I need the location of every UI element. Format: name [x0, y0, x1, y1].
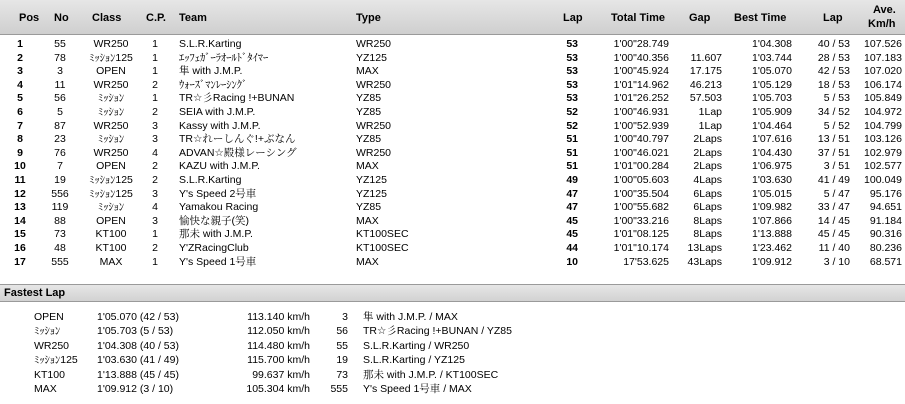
- cell-total: 17'53.625: [623, 255, 669, 268]
- cell-blap: 14 / 45: [817, 214, 850, 227]
- cell-blap: 28 / 53: [817, 51, 850, 64]
- cell-total: 1'01"14.962: [613, 78, 669, 91]
- cell-team: ADVAN☆殿様レーシング: [179, 146, 297, 159]
- cell-team: Yamakou Racing: [179, 201, 259, 214]
- cell-cls: OPEN: [96, 214, 126, 227]
- cell-cls: OPEN: [96, 160, 126, 173]
- cell-cp: 2: [152, 106, 158, 118]
- cell-blap: 45 / 45: [817, 228, 850, 241]
- col-best-time: Best Time: [734, 12, 787, 24]
- table-row: [0, 52, 905, 66]
- fastest-cell-no: 56: [336, 325, 348, 338]
- cell-lap: 45: [566, 214, 578, 227]
- cell-no: 78: [54, 51, 66, 64]
- cell-no: 119: [51, 201, 69, 214]
- cell-no: 5: [57, 106, 63, 118]
- cell-lap: 53: [566, 38, 578, 50]
- cell-cp: 3: [152, 133, 158, 146]
- cell-ave: 104.972: [864, 106, 902, 118]
- fastest-cell-time: 1'04.308 (40 / 53): [97, 339, 179, 352]
- table-row: [0, 65, 905, 79]
- fastest-cell-speed: 115.700 km/h: [247, 354, 310, 367]
- cell-cp: 4: [152, 146, 158, 159]
- cell-gap: 2Laps: [693, 160, 722, 173]
- cell-team: S.L.R.Karting: [179, 38, 242, 50]
- cell-type: WR250: [356, 38, 392, 50]
- cell-no: 76: [54, 146, 66, 159]
- table-row: [0, 38, 905, 52]
- cell-cp: 4: [152, 201, 158, 214]
- col-cp: C.P.: [146, 12, 166, 24]
- cell-lap: 51: [566, 146, 578, 159]
- cell-no: 556: [51, 187, 69, 200]
- cell-best: 1'23.462: [752, 242, 792, 254]
- cell-lap: 53: [566, 92, 578, 105]
- cell-total: 1'00"28.749: [613, 38, 669, 50]
- cell-pos: 3: [17, 65, 23, 78]
- col-lap: Lap: [563, 12, 583, 24]
- cell-ave: 106.174: [864, 78, 902, 91]
- fastest-lap-row: [0, 340, 905, 354]
- cell-blap: 3 / 10: [823, 255, 850, 268]
- cell-gap: 1Lap: [698, 106, 722, 118]
- cell-pos: 16: [14, 242, 26, 254]
- cell-team: 愉快な親子(笑): [179, 214, 249, 227]
- cell-lap: 52: [566, 106, 578, 118]
- cell-blap: 11 / 40: [818, 242, 850, 254]
- cell-team: S.L.R.Karting: [179, 174, 242, 186]
- cell-total: 1'00"52.939: [613, 119, 669, 132]
- cell-pos: 9: [17, 146, 23, 159]
- cell-team: 隼 with J.M.P.: [179, 65, 243, 78]
- cell-ave: 105.849: [864, 92, 902, 105]
- cell-blap: 34 / 52: [817, 106, 850, 118]
- cell-ave: 102.577: [864, 160, 902, 173]
- fastest-cell-time: 1'09.912 (3 / 10): [97, 383, 174, 395]
- results-header: [0, 0, 905, 35]
- cell-cls: WR250: [93, 119, 129, 132]
- cell-lap: 45: [566, 228, 578, 241]
- cell-no: 23: [54, 133, 66, 146]
- cell-lap: 52: [566, 119, 578, 132]
- cell-total: 1'00"55.682: [613, 201, 669, 214]
- fastest-cell-time: 1'05.703 (5 / 53): [97, 325, 174, 338]
- cell-pos: 7: [17, 119, 23, 132]
- cell-gap: 1Lap: [698, 119, 722, 132]
- fastest-cell-cls: ﾐｯｼｮﾝ: [34, 325, 61, 338]
- cell-type: YZ125: [356, 187, 387, 200]
- fastest-cell-speed: 113.140 km/h: [247, 311, 310, 323]
- cell-no: 55: [54, 38, 66, 50]
- cell-blap: 41 / 49: [817, 174, 850, 186]
- cell-total: 1'00"40.356: [613, 51, 669, 64]
- cell-lap: 47: [566, 201, 578, 214]
- fastest-cell-who: S.L.R.Karting / YZ125: [363, 354, 465, 367]
- cell-ave: 104.799: [864, 119, 902, 132]
- col-total-time: Total Time: [611, 12, 665, 24]
- fastest-cell-who: S.L.R.Karting / WR250: [363, 339, 470, 352]
- cell-no: 48: [54, 242, 66, 254]
- cell-total: 1'01"26.252: [613, 92, 669, 105]
- table-row: [0, 120, 905, 134]
- table-row: [0, 242, 905, 256]
- cell-ave: 107.526: [864, 38, 902, 50]
- cell-best: 1'05.703: [752, 92, 792, 105]
- cell-type: YZ85: [356, 92, 382, 105]
- table-row: [0, 133, 905, 147]
- cell-pos: 14: [14, 214, 26, 227]
- cell-gap: 6Laps: [693, 187, 722, 200]
- cell-lap: 53: [566, 51, 578, 64]
- cell-best: 1'05.909: [752, 106, 792, 118]
- cell-type: MAX: [356, 65, 379, 78]
- fastest-lap-row: [0, 369, 905, 383]
- cell-type: MAX: [356, 160, 379, 173]
- cell-cls: ﾐｯｼｮﾝ125: [89, 174, 133, 186]
- table-row: [0, 188, 905, 202]
- cell-gap: 8Laps: [693, 214, 722, 227]
- cell-cls: KT100: [95, 242, 127, 254]
- cell-cp: 1: [152, 92, 158, 105]
- cell-cls: MAX: [99, 255, 123, 268]
- cell-blap: 13 / 51: [817, 133, 850, 146]
- cell-pos: 10: [14, 160, 26, 173]
- cell-blap: 40 / 53: [817, 38, 850, 50]
- cell-no: 19: [54, 174, 66, 186]
- fastest-cell-time: 1'05.070 (42 / 53): [97, 311, 179, 323]
- cell-cls: KT100: [95, 228, 127, 241]
- cell-cls: WR250: [93, 146, 129, 159]
- cell-team: Y's Speed 2号車: [179, 187, 257, 200]
- cell-ave: 80.236: [869, 242, 902, 254]
- cell-team: 那未 with J.M.P.: [179, 228, 253, 241]
- cell-gap: 43Laps: [687, 255, 722, 268]
- cell-ave: 94.651: [869, 201, 902, 214]
- cell-best: 1'07.616: [752, 133, 792, 146]
- col-type: Type: [356, 12, 381, 24]
- cell-best: 1'13.888: [752, 228, 792, 241]
- fastest-cell-who: 那未 with J.M.P. / KT100SEC: [363, 368, 499, 381]
- cell-blap: 37 / 51: [817, 146, 850, 159]
- cell-no: 3: [57, 65, 63, 78]
- table-row: [0, 174, 905, 188]
- cell-gap: 57.503: [689, 92, 722, 105]
- cell-best: 1'05.015: [752, 187, 792, 200]
- cell-blap: 3 / 51: [823, 160, 850, 173]
- cell-best: 1'03.744: [752, 51, 792, 64]
- fastest-cell-no: 73: [336, 368, 348, 381]
- cell-ave: 91.184: [869, 214, 902, 227]
- cell-gap: 11.607: [690, 51, 722, 64]
- cell-lap: 49: [566, 174, 578, 186]
- cell-type: YZ125: [356, 174, 387, 186]
- cell-team: Y's Speed 1号車: [179, 255, 257, 268]
- cell-gap: 4Laps: [693, 174, 722, 186]
- table-row: [0, 215, 905, 229]
- cell-cls: ﾐｯｼｮﾝ: [97, 92, 125, 105]
- cell-type: WR250: [356, 146, 392, 159]
- cell-gap: 2Laps: [693, 133, 722, 146]
- table-row: [0, 228, 905, 242]
- fastest-cell-no: 555: [330, 383, 348, 395]
- fastest-cell-speed: 114.480 km/h: [247, 339, 310, 352]
- fastest-cell-cls: MAX: [34, 383, 57, 395]
- cell-best: 1'04.308: [752, 38, 792, 50]
- fastest-lap-row: [0, 383, 905, 397]
- cell-no: 88: [54, 214, 66, 227]
- cell-pos: 8: [17, 133, 23, 146]
- cell-pos: 13: [14, 201, 26, 214]
- cell-pos: 15: [14, 228, 26, 241]
- cell-cls: WR250: [93, 78, 129, 91]
- fastest-lap-row: [0, 311, 905, 325]
- fastest-cell-who: 隼 with J.M.P. / MAX: [363, 311, 458, 323]
- cell-no: 73: [54, 228, 66, 241]
- cell-ave: 95.176: [869, 187, 902, 200]
- cell-team: TR☆れーしんぐ!+ぶなん: [179, 133, 296, 146]
- cell-gap: 46.213: [689, 78, 722, 91]
- cell-total: 1'01"00.284: [613, 160, 669, 173]
- cell-pos: 6: [17, 106, 23, 118]
- cell-total: 1'00"33.216: [613, 214, 669, 227]
- cell-type: MAX: [356, 214, 379, 227]
- cell-cls: ﾐｯｼｮﾝ: [97, 133, 125, 146]
- cell-total: 1'00"35.504: [613, 187, 669, 200]
- col-best-lap: Lap: [823, 12, 843, 24]
- cell-ave: 100.049: [864, 174, 902, 186]
- cell-gap: 6Laps: [693, 201, 722, 214]
- fastest-cell-no: 19: [336, 354, 348, 367]
- cell-cp: 3: [152, 214, 158, 227]
- cell-lap: 44: [566, 242, 578, 254]
- cell-team: Y'ZRacingClub: [179, 242, 249, 254]
- cell-total: 1'00"05.603: [613, 174, 669, 186]
- cell-team: Kassy with J.M.P.: [179, 119, 261, 132]
- cell-type: WR250: [356, 78, 392, 91]
- cell-no: 56: [54, 92, 66, 105]
- fastest-lap-title: Fastest Lap: [4, 287, 66, 299]
- cell-pos: 5: [17, 92, 23, 105]
- cell-best: 1'07.866: [752, 214, 792, 227]
- fastest-cell-no: 3: [342, 311, 348, 323]
- cell-best: 1'04.430: [752, 146, 792, 159]
- cell-team: SEIA with J.M.P.: [179, 106, 256, 118]
- cell-team: ｳｫｰｽﾞﾏﾝﾚｰｼﾝｸﾞ: [179, 78, 248, 91]
- table-row: [0, 160, 905, 174]
- cell-team: TR☆彡Racing !+BUNAN: [179, 92, 295, 105]
- cell-total: 1'00"45.924: [613, 65, 669, 78]
- cell-type: YZ85: [356, 133, 382, 146]
- cell-team: ｴｯﾌｪｶﾞｰﾗｵｰﾙﾄﾞﾀｲﾏｰ: [179, 51, 269, 64]
- cell-ave: 102.979: [864, 146, 902, 159]
- fastest-lap-row: [0, 325, 905, 339]
- cell-type: WR250: [356, 119, 392, 132]
- cell-gap: 2Laps: [693, 146, 722, 159]
- cell-blap: 18 / 53: [817, 78, 850, 91]
- cell-cp: 3: [152, 187, 158, 200]
- cell-pos: 11: [14, 174, 26, 186]
- col-no: No: [54, 12, 69, 24]
- cell-type: YZ85: [356, 201, 382, 214]
- cell-best: 1'04.464: [752, 119, 792, 132]
- table-row: [0, 92, 905, 106]
- cell-gap: 17.175: [689, 65, 722, 78]
- cell-cp: 1: [152, 38, 158, 50]
- cell-lap: 51: [566, 133, 578, 146]
- cell-cp: 2: [152, 78, 158, 91]
- cell-cp: 2: [152, 174, 158, 186]
- cell-cls: WR250: [93, 38, 129, 50]
- cell-cls: ﾐｯｼｮﾝ: [97, 106, 125, 118]
- table-row: [0, 147, 905, 161]
- cell-blap: 33 / 47: [817, 201, 850, 214]
- cell-blap: 42 / 53: [817, 65, 850, 78]
- cell-lap: 10: [566, 255, 578, 268]
- col-pos: Pos: [19, 12, 40, 24]
- fastest-cell-speed: 99.637 km/h: [252, 368, 310, 381]
- cell-pos: 2: [17, 51, 23, 64]
- table-row: [0, 106, 905, 120]
- cell-no: 11: [54, 78, 66, 91]
- cell-pos: 1: [17, 38, 23, 50]
- cell-type: KT100SEC: [356, 228, 409, 241]
- fastest-lap-row: [0, 354, 905, 368]
- cell-total: 1'00"46.931: [613, 106, 669, 118]
- cell-cp: 2: [152, 160, 158, 173]
- cell-cls: OPEN: [96, 65, 126, 78]
- cell-ave: 68.571: [869, 255, 902, 268]
- cell-gap: 8Laps: [693, 228, 722, 241]
- fastest-cell-speed: 105.304 km/h: [246, 383, 310, 395]
- cell-blap: 5 / 47: [823, 187, 850, 200]
- col-ave: Ave.: [873, 4, 896, 16]
- cell-cp: 2: [152, 242, 158, 254]
- fastest-lap-header: [0, 284, 905, 302]
- col-gap: Gap: [689, 12, 711, 24]
- cell-blap: 5 / 53: [823, 92, 850, 105]
- table-row: [0, 79, 905, 93]
- cell-no: 87: [54, 119, 66, 132]
- cell-best: 1'09.912: [752, 255, 792, 268]
- col-class: Class: [92, 12, 122, 24]
- cell-cp: 1: [152, 228, 158, 241]
- cell-blap: 5 / 52: [823, 119, 850, 132]
- cell-ave: 103.126: [864, 133, 902, 146]
- cell-best: 1'03.630: [752, 174, 792, 186]
- cell-cp: 1: [152, 65, 158, 78]
- cell-best: 1'06.975: [752, 160, 792, 173]
- cell-type: MAX: [356, 255, 379, 268]
- cell-lap: 47: [566, 187, 578, 200]
- cell-pos: 17: [14, 255, 26, 268]
- cell-type: YZ125: [356, 51, 387, 64]
- fastest-cell-cls: WR250: [34, 339, 70, 352]
- cell-type: KT100SEC: [356, 242, 409, 254]
- cell-total: 1'01"10.174: [613, 242, 669, 254]
- cell-total: 1'01"08.125: [613, 228, 669, 241]
- cell-total: 1'00"40.797: [613, 133, 669, 146]
- cell-ave: 90.316: [869, 228, 902, 241]
- fastest-cell-no: 55: [336, 339, 348, 352]
- cell-best: 1'05.129: [752, 78, 792, 91]
- cell-type: YZ85: [356, 106, 382, 118]
- cell-lap: 51: [566, 160, 578, 173]
- table-row: [0, 256, 905, 270]
- fastest-cell-speed: 112.050 km/h: [247, 325, 310, 338]
- col-ave-unit: Km/h: [868, 18, 896, 30]
- cell-best: 1'09.982: [752, 201, 792, 214]
- fastest-cell-who: TR☆彡Racing !+BUNAN / YZ85: [363, 325, 512, 338]
- cell-cls: ﾐｯｼｮﾝ125: [89, 187, 133, 200]
- fastest-cell-cls: ﾐｯｼｮﾝ125: [34, 354, 78, 367]
- table-row: [0, 201, 905, 215]
- fastest-cell-time: 1'13.888 (45 / 45): [97, 368, 179, 381]
- cell-pos: 12: [14, 187, 26, 200]
- cell-no: 7: [57, 160, 63, 173]
- cell-team: KAZU with J.M.P.: [179, 160, 260, 173]
- cell-cls: ﾐｯｼｮﾝ125: [89, 51, 133, 64]
- cell-gap: 13Laps: [687, 242, 722, 254]
- fastest-cell-cls: KT100: [34, 368, 65, 381]
- cell-ave: 107.183: [864, 51, 902, 64]
- fastest-cell-who: Y's Speed 1号車 / MAX: [363, 383, 472, 395]
- cell-cp: 3: [152, 119, 158, 132]
- cell-lap: 53: [566, 78, 578, 91]
- cell-cls: ﾐｯｼｮﾝ: [97, 201, 125, 214]
- cell-lap: 53: [566, 65, 578, 78]
- cell-pos: 4: [17, 78, 23, 91]
- col-team: Team: [179, 12, 207, 24]
- cell-cp: 1: [152, 51, 158, 64]
- cell-cp: 1: [152, 255, 158, 268]
- cell-best: 1'05.070: [752, 65, 792, 78]
- cell-total: 1'00"46.021: [613, 146, 669, 159]
- cell-no: 555: [51, 255, 69, 268]
- fastest-cell-cls: OPEN: [34, 311, 64, 323]
- cell-ave: 107.020: [864, 65, 902, 78]
- fastest-cell-time: 1'03.630 (41 / 49): [97, 354, 179, 367]
